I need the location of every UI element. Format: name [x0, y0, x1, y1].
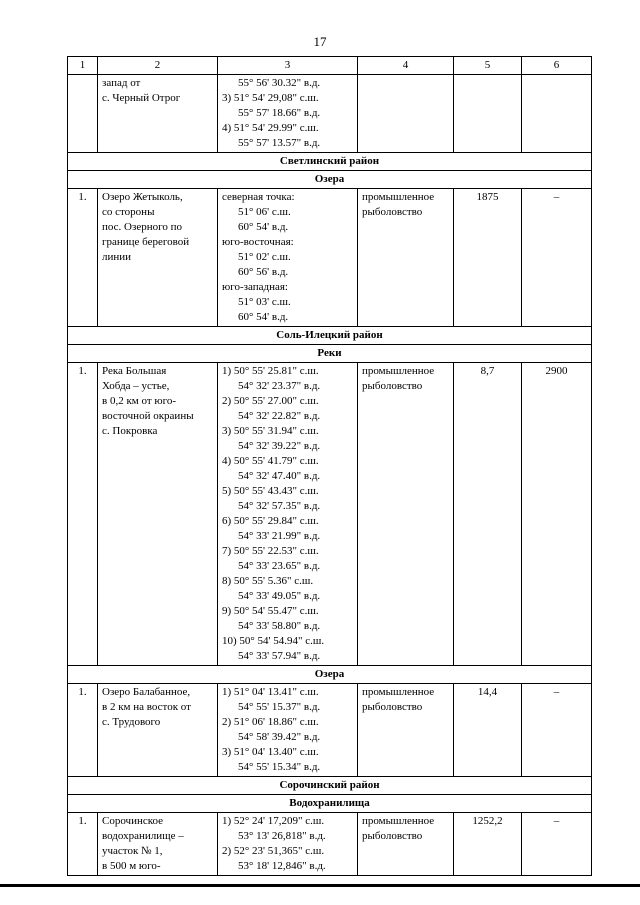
water-body-name-line: с. Черный Отрог: [102, 92, 181, 104]
water-body-name-line: линии: [102, 251, 132, 263]
water-body-name: [98, 75, 218, 153]
usage-cell: [358, 189, 454, 327]
coordinate-line: 53° 18' 12,846" в.д.: [238, 860, 326, 872]
water-body-name-line: запад от: [102, 77, 141, 89]
coordinate-line: 2) 51° 06' 18.86" с.ш.: [222, 716, 319, 728]
usage-cell: [358, 684, 454, 777]
coordinate-line: 55° 57' 13.57" в.д.: [238, 137, 321, 149]
coordinate-line: 5) 50° 55' 43.43" с.ш.: [222, 485, 319, 497]
coordinate-line: юго-восточная:: [222, 236, 294, 248]
category-heading-row: [68, 795, 592, 813]
table-header-row: [68, 57, 592, 75]
water-body-name-line: со стороны: [102, 206, 155, 218]
extra-cell: –: [522, 684, 592, 777]
water-body-name-line: с. Покровка: [102, 425, 158, 437]
coordinate-line: 54° 32' 57.35" в.д.: [238, 500, 321, 512]
coordinate-line: юго-западная:: [222, 281, 288, 293]
category-heading: Озера: [68, 666, 592, 684]
extra-cell: 2900: [522, 363, 592, 666]
category-heading: Реки: [68, 345, 592, 363]
table-row: [68, 75, 592, 153]
coordinate-line: 7) 50° 55' 22.53" с.ш.: [222, 545, 319, 557]
water-body-name-line: водохранилище –: [102, 830, 184, 842]
coordinate-line: 2) 52° 23' 51,365" с.ш.: [222, 845, 325, 857]
area-cell: 14,4: [454, 684, 522, 777]
coordinate-line: 54° 32' 39.22" в.д.: [238, 440, 321, 452]
coordinates-cell: [218, 813, 358, 876]
coordinate-line: 60° 54' в.д.: [238, 221, 289, 233]
coordinate-line: 1) 51° 04' 13.41" с.ш.: [222, 686, 319, 698]
coordinate-line: 54° 55' 15.34" в.д.: [238, 761, 321, 773]
coordinate-line: 55° 56' 30.32" в.д.: [238, 77, 321, 89]
water-body-name-line: с. Трудового: [102, 716, 161, 728]
usage-cell-line: промышленное: [362, 815, 435, 827]
category-heading: Водохранилища: [68, 795, 592, 813]
extra-cell: [522, 75, 592, 153]
area-cell: 1252,2: [454, 813, 522, 876]
usage-cell-line: промышленное: [362, 365, 435, 377]
coordinate-line: 60° 56' в.д.: [238, 266, 289, 278]
coordinates-cell: [218, 363, 358, 666]
water-body-name-line: Озеро Жетыколь,: [102, 191, 183, 203]
coordinate-line: 55° 57' 18.66" в.д.: [238, 107, 321, 119]
coordinate-line: 3) 50° 55' 31.94" с.ш.: [222, 425, 319, 437]
area-cell: 8,7: [454, 363, 522, 666]
coordinate-line: 54° 33' 57.94" в.д.: [238, 650, 321, 662]
column-number-header: 1: [68, 57, 98, 75]
coordinates-cell: [218, 75, 358, 153]
coordinate-line: 10) 50° 54' 54.94" с.ш.: [222, 635, 325, 647]
water-body-name-line: Сорочинское: [102, 815, 164, 827]
category-heading-row: [68, 171, 592, 189]
coordinate-line: 1) 52° 24' 17,209" с.ш.: [222, 815, 325, 827]
usage-cell-line: рыболовство: [362, 380, 423, 392]
district-heading-row: [68, 327, 592, 345]
coordinate-line: 3) 51° 54' 29,08" с.ш.: [222, 92, 319, 104]
column-number-header: 6: [522, 57, 592, 75]
column-number-header: 2: [98, 57, 218, 75]
fishing-areas-table: [67, 56, 592, 876]
coordinate-line: 2) 50° 55' 27.00" с.ш.: [222, 395, 319, 407]
water-body-name-line: Озеро Балабанное,: [102, 686, 191, 698]
water-body-name: [98, 363, 218, 666]
page-number: 17: [313, 34, 327, 49]
water-body-name-line: границе береговой: [102, 236, 190, 248]
coordinate-line: 54° 32' 47.40" в.д.: [238, 470, 321, 482]
table-row: [68, 189, 592, 327]
table-row: [68, 684, 592, 777]
usage-cell: [358, 813, 454, 876]
category-heading-row: [68, 666, 592, 684]
usage-cell: [358, 363, 454, 666]
row-number-cell: 1.: [68, 684, 98, 777]
coordinate-line: 54° 32' 23.37" в.д.: [238, 380, 321, 392]
extra-cell: –: [522, 813, 592, 876]
coordinate-line: 4) 51° 54' 29.99" с.ш.: [222, 122, 319, 134]
coordinate-line: 1) 50° 55' 25.81" с.ш.: [222, 365, 319, 377]
coordinate-line: 54° 33' 58.80" в.д.: [238, 620, 321, 632]
coordinate-line: 51° 03' с.ш.: [238, 296, 291, 308]
district-heading: Светлинский район: [68, 153, 592, 171]
usage-cell-line: рыболовство: [362, 830, 423, 842]
usage-cell-line: промышленное: [362, 686, 435, 698]
coordinate-line: 54° 33' 21.99" в.д.: [238, 530, 321, 542]
coordinate-line: северная точка:: [222, 191, 295, 203]
coordinates-cell: [218, 189, 358, 327]
row-number-cell: 1.: [68, 189, 98, 327]
coordinate-line: 54° 33' 49.05" в.д.: [238, 590, 321, 602]
area-cell: [454, 75, 522, 153]
water-body-name-line: в 0,2 км от юго-: [102, 395, 177, 407]
coordinates-cell: [218, 684, 358, 777]
category-heading-row: [68, 345, 592, 363]
coordinate-line: 54° 32' 22.82" в.д.: [238, 410, 321, 422]
row-number-cell: 1.: [68, 363, 98, 666]
water-body-name-line: Река Большая: [102, 365, 167, 377]
coordinate-line: 53° 13' 26,818" в.д.: [238, 830, 326, 842]
water-body-name-line: Хобда – устье,: [102, 380, 170, 392]
table-row: [68, 813, 592, 876]
water-body-name-line: в 500 м юго-: [102, 860, 161, 872]
coordinate-line: 9) 50° 54' 55.47" с.ш.: [222, 605, 319, 617]
coordinate-line: 4) 50° 55' 41.79" с.ш.: [222, 455, 319, 467]
coordinate-line: 60° 54' в.д.: [238, 311, 289, 323]
usage-cell-line: рыболовство: [362, 206, 423, 218]
row-number-cell: 1.: [68, 813, 98, 876]
column-number-header: 4: [358, 57, 454, 75]
district-heading-row: [68, 777, 592, 795]
column-number-header: 5: [454, 57, 522, 75]
water-body-name: [98, 684, 218, 777]
coordinate-line: 54° 58' 39.42" в.д.: [238, 731, 321, 743]
column-number-header: 3: [218, 57, 358, 75]
district-heading-row: [68, 153, 592, 171]
water-body-name-line: в 2 км на восток от: [102, 701, 191, 713]
district-heading: Сорочинский район: [68, 777, 592, 795]
usage-cell-line: промышленное: [362, 191, 435, 203]
water-body-name-line: пос. Озерного по: [102, 221, 182, 233]
coordinate-line: 54° 33' 23.65" в.д.: [238, 560, 321, 572]
usage-cell: [358, 75, 454, 153]
row-number-cell: [68, 75, 98, 153]
water-body-name: [98, 813, 218, 876]
water-body-name: [98, 189, 218, 327]
water-body-name-line: участок № 1,: [102, 845, 163, 857]
bottom-rule: [0, 884, 640, 887]
water-body-name-line: восточной окраины: [102, 410, 194, 422]
district-heading: Соль-Илецкий район: [68, 327, 592, 345]
extra-cell: –: [522, 189, 592, 327]
table-row: [68, 363, 592, 666]
coordinate-line: 3) 51° 04' 13.40" с.ш.: [222, 746, 319, 758]
coordinate-line: 51° 02' с.ш.: [238, 251, 291, 263]
area-cell: 1875: [454, 189, 522, 327]
coordinate-line: 54° 55' 15.37" в.д.: [238, 701, 321, 713]
coordinate-line: 51° 06' с.ш.: [238, 206, 291, 218]
coordinate-line: 8) 50° 55' 5.36" с.ш.: [222, 575, 314, 587]
coordinate-line: 6) 50° 55' 29.84" с.ш.: [222, 515, 319, 527]
usage-cell-line: рыболовство: [362, 701, 423, 713]
category-heading: Озера: [68, 171, 592, 189]
